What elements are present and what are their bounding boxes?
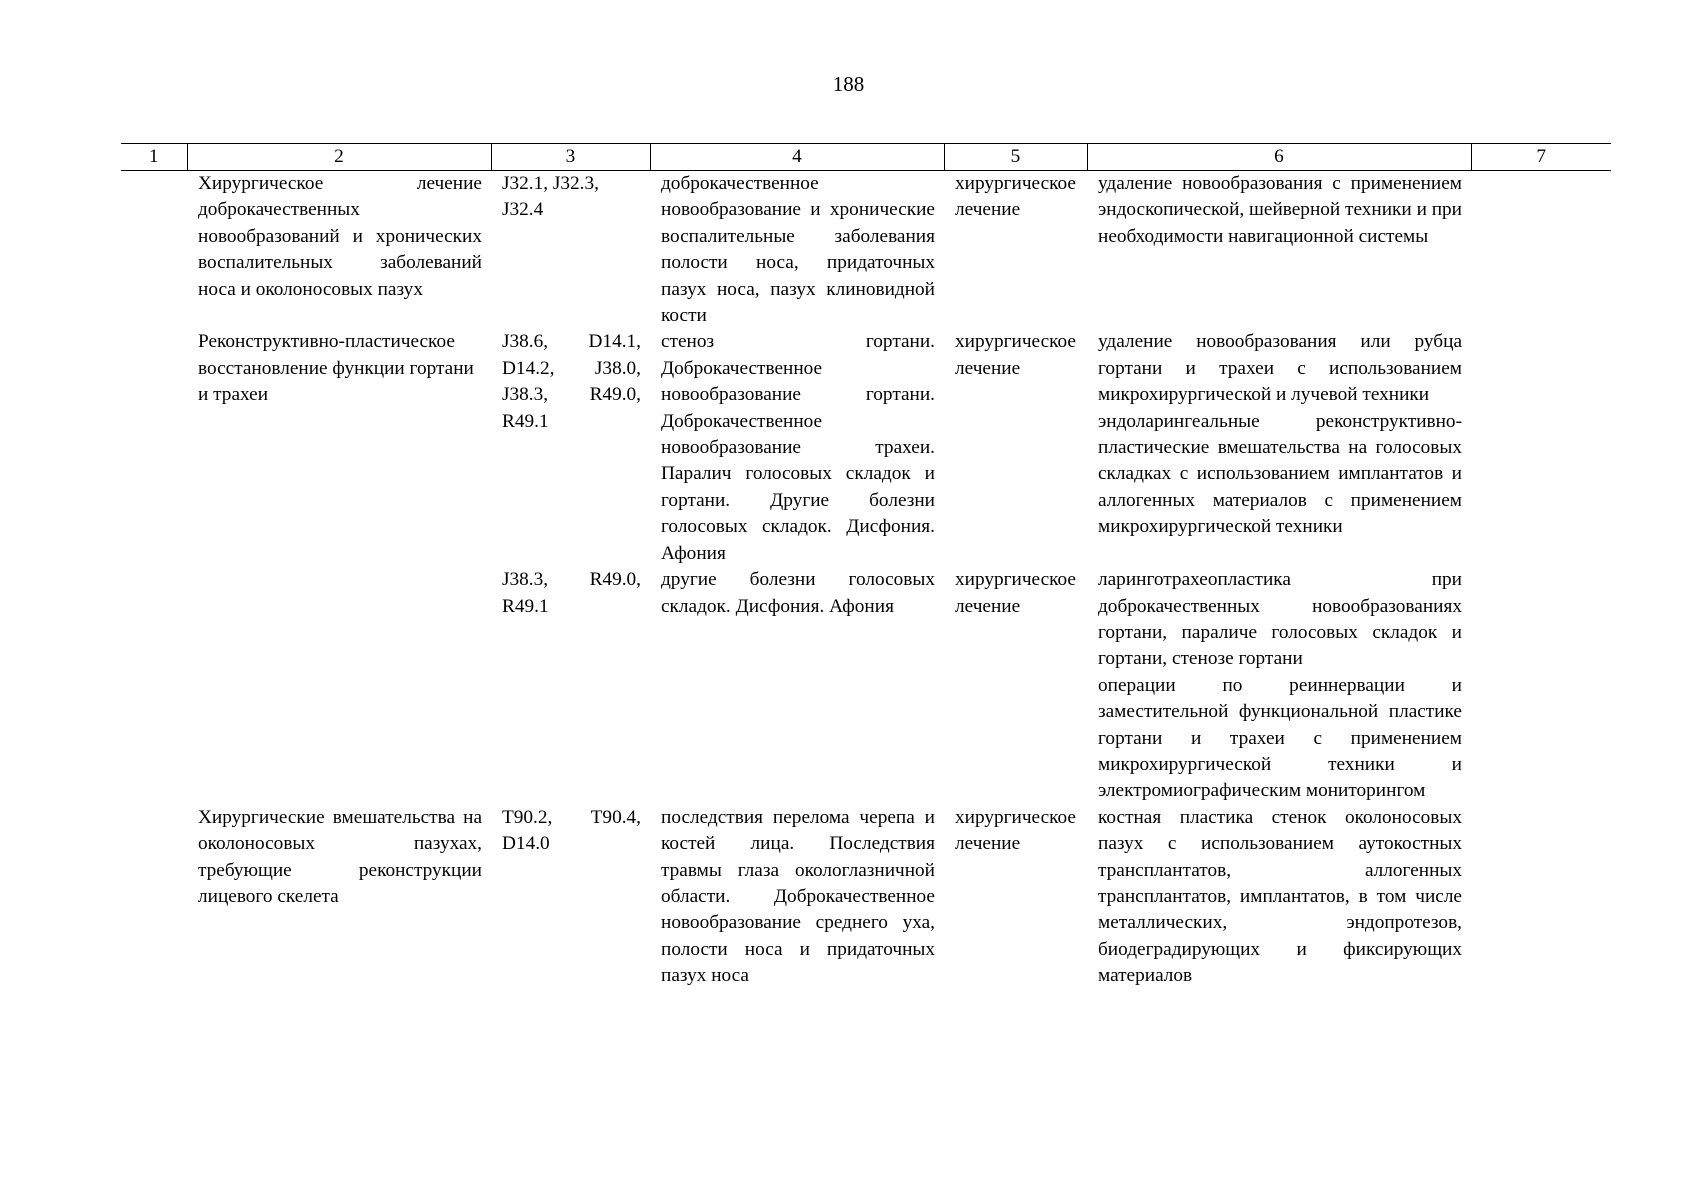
column-header-1: 1 — [121, 144, 187, 171]
page-number: 188 — [832, 72, 865, 96]
icd-codes-line: D14.2, J38.0, — [502, 357, 641, 379]
treatment-method-cell — [1087, 567, 1471, 805]
icd-codes-line: J38.3, R49.0, — [502, 569, 641, 591]
icd-codes-cell — [491, 171, 650, 330]
row-number-cell — [121, 567, 187, 805]
table-row — [121, 171, 1611, 330]
icd-codes-cell — [491, 805, 650, 990]
table-row — [121, 329, 1611, 567]
icd-codes-line: J38.6, D14.1, — [502, 331, 641, 353]
extra-cell — [1471, 567, 1611, 805]
icd-codes-cell — [491, 329, 650, 567]
treatment-method-cell — [1087, 805, 1471, 990]
column-header-2: 2 — [187, 144, 491, 171]
diagnosis-cell: другие болезни голосовых складок. Дисфония. Афония — [661, 569, 935, 617]
treatment-type-cell: хирургическое лечение — [955, 806, 1076, 855]
intervention-type-cell: Реконструктивно-пластическое восстановление функции гортани и трахеи — [198, 331, 474, 406]
intervention-type-cell — [187, 567, 491, 805]
row-number-cell — [121, 171, 187, 330]
icd-codes-line: J38.3, R49.0, — [502, 384, 641, 406]
treatment-type-cell: хирургическое лечение — [955, 331, 1076, 379]
treatment-method-cell — [1087, 171, 1471, 330]
icd-codes-line: J32.1, J32.3, — [502, 173, 599, 194]
diagnosis-cell: стеноз гортани. Доброкачественное новообразование гортани. Доброкачественное новообразование трахеи. Паралич голосовых складок и гортани. Другие болезни голосовых складок. Дисфония. Афония — [661, 331, 935, 564]
table-header-row — [121, 144, 1611, 171]
column-header-5: 5 — [944, 144, 1087, 171]
icd-codes-line: J32.4 — [502, 199, 544, 221]
extra-cell — [1471, 171, 1611, 330]
intervention-type-cell: Хирургические вмешательства на околоносовых пазухах, требующие реконструкции лицевого скелета — [198, 806, 482, 907]
treatment-method-cell — [1087, 329, 1471, 567]
treatment-method-item: удаление новообразования с применением эндоскопической, шейверной техники и при необходимости навигационной системы — [1098, 173, 1462, 247]
table-row — [121, 567, 1611, 805]
treatment-type-cell: хирургическое лечение — [955, 173, 1076, 221]
diagnosis-cell: доброкачественное новообразование и хронические воспалительные заболевания полости носа, придаточных пазух носа, пазух клиновидной кости — [661, 173, 935, 327]
row-number-cell — [121, 805, 187, 990]
column-header-4: 4 — [650, 144, 944, 171]
icd-codes-line: R49.1 — [502, 410, 549, 432]
row-number-cell — [121, 329, 187, 567]
treatment-method-item: удаление новообразования или рубца гортани и трахеи с использованием микрохирургической и лучевой техники — [1098, 331, 1462, 406]
column-header-7: 7 — [1471, 144, 1611, 171]
column-header-3: 3 — [491, 144, 650, 171]
treatment-method-item: ларинготрахеопластика при доброкачественных новообразованиях гортани, параличе голосовых складок и гортани, стенозе гортани — [1098, 569, 1462, 670]
table-row — [121, 805, 1611, 990]
treatment-type-cell: хирургическое лечение — [955, 569, 1076, 617]
medical-care-table — [121, 143, 1611, 990]
extra-cell — [1471, 805, 1611, 990]
icd-codes-line: D14.0 — [502, 833, 550, 855]
extra-cell — [1471, 329, 1611, 567]
column-header-6: 6 — [1087, 144, 1471, 171]
intervention-type-cell: Хирургическое лечение доброкачественных новообразований и хронических воспалительных заболеваний носа и околоносовых пазух — [198, 173, 482, 300]
treatment-method-item: операции по реиннервации и заместительной функциональной пластике гортани и трахеи с применением микрохирургической техники и электромиографическим мониторингом — [1098, 674, 1462, 802]
icd-codes-line: T90.2, T90.4, — [502, 806, 641, 828]
icd-codes-cell — [491, 567, 650, 805]
treatment-method-item: эндоларингеальные реконструктивно-пластические вмешательства на голосовых складках с использованием имплантатов и аллогенных материалов с применением микрохирургической техники — [1098, 410, 1462, 538]
icd-codes-line: R49.1 — [502, 595, 549, 617]
diagnosis-cell: последствия перелома черепа и костей лица. Последствия травмы глаза окологлазничной области. Доброкачественное новообразование среднего уха, полости носа и придаточных пазух носа — [661, 806, 935, 987]
treatment-method-item: костная пластика стенок околоносовых пазух с использованием аутокостных трансплантатов, аллогенных трансплантатов, имплантатов, в том числе металлических, эндопротезов, биодеградирующих и фиксирующих материалов — [1098, 806, 1462, 987]
